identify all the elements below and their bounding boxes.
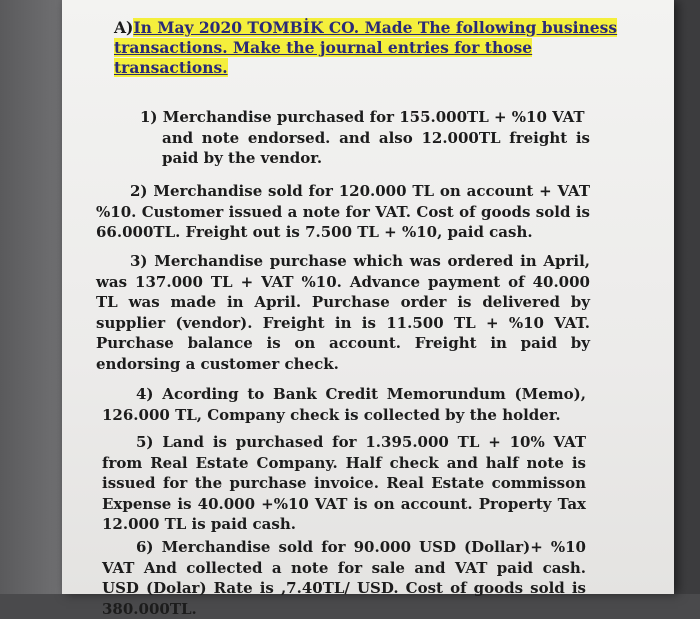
- transaction-6: 6) Merchandise sold for 90.000 USD (Dollar)+ %10 VAT And collected a note for sale and VAT paid cash. USD (Dolar) Rate is ,7.40TL/ USD. Cost of goods sold is 380.000TL.: [102, 538, 586, 618]
- transaction-5: 5) Land is purchased for 1.395.000 TL + 10% VAT from Real Estate Company. Half check and half note is issued for the purchase invoice. Real Estate commisson Expense is 40.000 +%10 VAT is on account. Property Tax 12.000 TL is paid cash.: [102, 433, 586, 533]
- transaction-4: 4) Acording to Bank Credit Memorundum (Memo), 126.000 TL, Company check is collected by the holder.: [102, 385, 586, 424]
- document-page: [62, 0, 674, 618]
- transaction-3: 3) Merchandise purchase which was ordered in April, was 137.000 TL + VAT %10. Advance payment of 40.000 TL was made in April. Purchase order is delivered by supplier (vendor). Freight in is 11.500 TL + %10 VAT. Purchase balance is on account. Freight in paid by endorsing a customer check.: [96, 252, 590, 373]
- transaction-1-rest: and note endorsed. and also 12.000TL freight is paid by the vendor.: [162, 128, 590, 167]
- question-heading: [114, 18, 634, 78]
- question-label: A): [114, 18, 134, 37]
- transaction-1-line1: 1) Merchandise purchased for 155.000TL + %10 VAT: [140, 108, 585, 126]
- transaction-2: 2) Merchandise sold for 120.000 TL on account + VAT %10. Customer issued a note for VAT. Cost of goods sold is 66.000TL. Freight out is 7.500 TL + %10, paid cash.: [96, 182, 590, 241]
- question-instructions: In May 2020 TOMBİK CO. Made The following business transactions. Make the journal entries for those transactions.: [114, 18, 618, 77]
- transaction-1: [140, 107, 590, 169]
